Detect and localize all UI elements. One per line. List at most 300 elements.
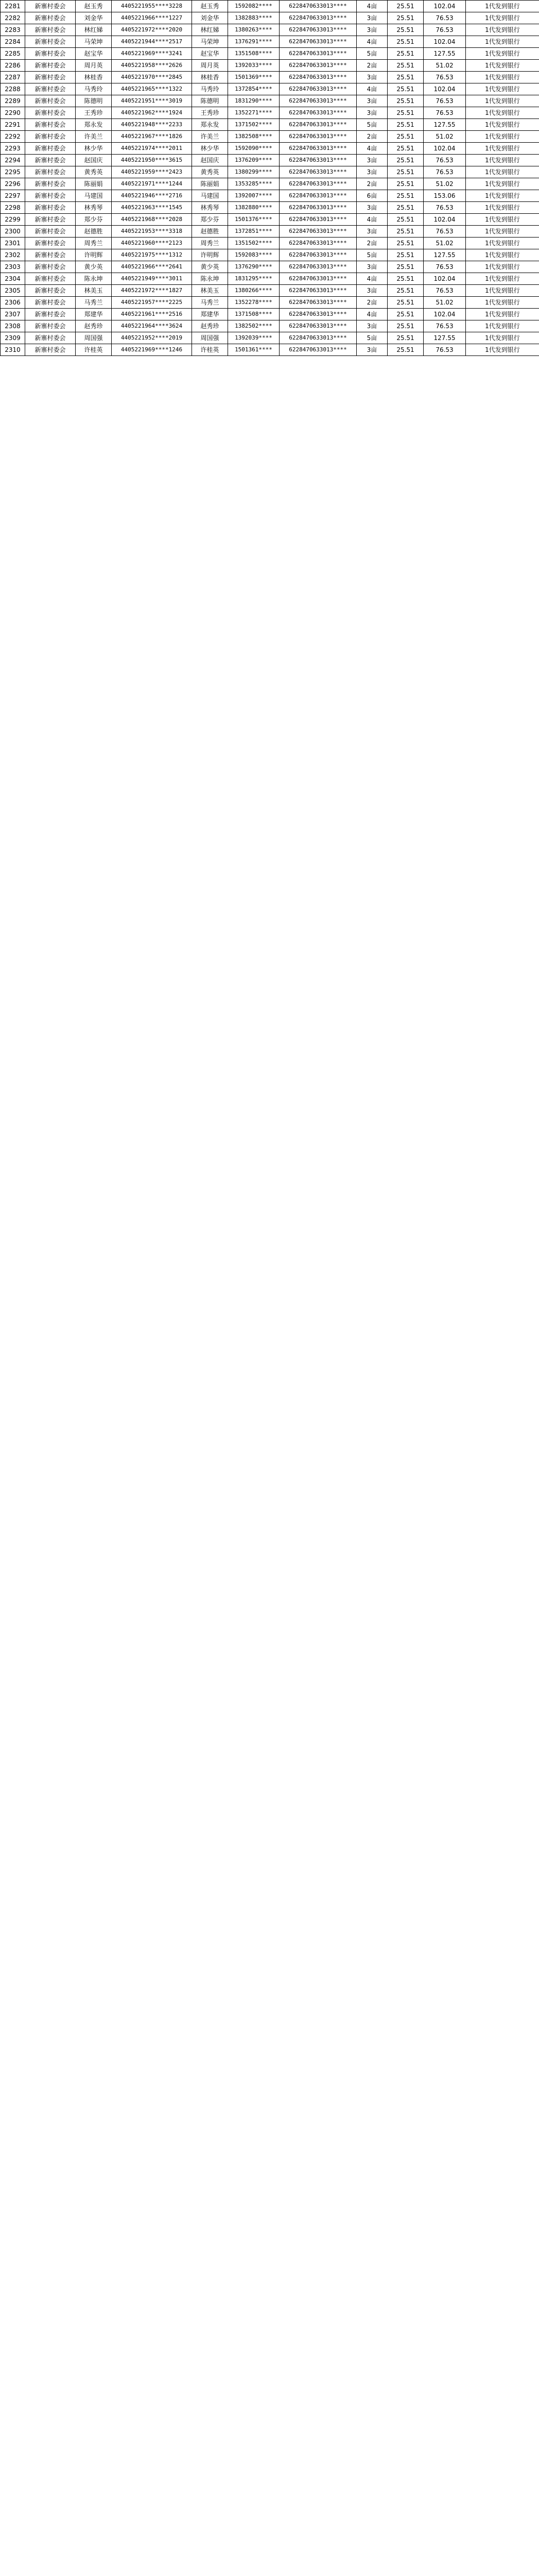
table-cell: 1代发到银行 [466,285,539,297]
table-cell: 林秀琴 [192,202,228,214]
table-cell: 4405221969****1246 [112,344,192,356]
table-row [1,83,539,95]
table-cell: 林桂香 [192,72,228,83]
table-cell: 2301 [1,238,25,249]
table-cell: 102.04 [424,309,466,320]
table-cell: 6228470633013**** [280,24,357,36]
table-cell: 2298 [1,202,25,214]
table-cell: 郑少芬 [76,214,112,226]
subsidy-table [0,0,539,356]
table-row [1,12,539,24]
table-cell: 新寨村委会 [25,297,76,309]
table-cell: 3亩 [357,166,388,178]
table-row [1,214,539,226]
table-cell: 25.51 [388,36,424,48]
table-cell: 1592083**** [228,249,280,261]
table-cell: 25.51 [388,297,424,309]
table-cell: 新寨村委会 [25,60,76,72]
table-cell: 1代发到银行 [466,107,539,119]
table-cell: 马秀兰 [76,297,112,309]
table-cell: 6228470633013**** [280,119,357,131]
table-cell: 2297 [1,190,25,202]
table-cell: 刘金华 [192,12,228,24]
table-cell: 周月英 [192,60,228,72]
table-cell: 新寨村委会 [25,72,76,83]
table-cell: 2288 [1,83,25,95]
table-cell: 25.51 [388,166,424,178]
table-row [1,155,539,166]
table-cell: 3亩 [357,226,388,238]
table-cell: 25.51 [388,249,424,261]
table-cell: 4405221968****2028 [112,214,192,226]
table-cell: 马秀兰 [192,297,228,309]
table-cell: 6228470633013**** [280,48,357,60]
table-cell: 新寨村委会 [25,261,76,273]
table-cell: 新寨村委会 [25,273,76,285]
table-cell: 1代发到银行 [466,119,539,131]
table-row [1,202,539,214]
table-cell: 新寨村委会 [25,155,76,166]
table-cell: 102.04 [424,1,466,12]
table-row [1,190,539,202]
table-cell: 2294 [1,155,25,166]
table-cell: 4405221970****2845 [112,72,192,83]
table-cell: 6228470633013**** [280,60,357,72]
table-cell: 2303 [1,261,25,273]
table-cell: 林少华 [76,143,112,155]
table-cell: 6228470633013**** [280,1,357,12]
table-cell: 25.51 [388,131,424,143]
table-cell: 周国强 [192,332,228,344]
table-cell: 5亩 [357,332,388,344]
table-cell: 1392033**** [228,60,280,72]
table-cell: 许美兰 [76,131,112,143]
table-cell: 2304 [1,273,25,285]
table-cell: 3亩 [357,95,388,107]
table-cell: 4405221955****3228 [112,1,192,12]
table-cell: 102.04 [424,83,466,95]
table-cell: 6228470633013**** [280,143,357,155]
table-cell: 25.51 [388,214,424,226]
table-cell: 林美玉 [76,285,112,297]
table-cell: 1352278**** [228,297,280,309]
table-cell: 林红娣 [76,24,112,36]
table-cell: 郑建华 [192,309,228,320]
table-cell: 王秀珍 [192,107,228,119]
table-cell: 黄少英 [192,261,228,273]
table-cell: 3亩 [357,202,388,214]
table-cell: 25.51 [388,48,424,60]
table-cell: 25.51 [388,119,424,131]
table-cell: 6228470633013**** [280,95,357,107]
table-cell: 赵玉秀 [76,1,112,12]
table-row [1,285,539,297]
table-cell: 4亩 [357,36,388,48]
table-cell: 4405221972****2020 [112,24,192,36]
table-cell: 25.51 [388,155,424,166]
table-cell: 6228470633013**** [280,226,357,238]
table-cell: 1501361**** [228,344,280,356]
table-cell: 4405221949****3011 [112,273,192,285]
table-cell: 2291 [1,119,25,131]
table-cell: 许桂英 [192,344,228,356]
table-cell: 马建国 [76,190,112,202]
table-cell: 林秀琴 [76,202,112,214]
table-cell: 赵德胜 [192,226,228,238]
table-cell: 2310 [1,344,25,356]
table-cell: 1501369**** [228,72,280,83]
table-cell: 新寨村委会 [25,178,76,190]
table-cell: 林桂香 [76,72,112,83]
table-cell: 1351508**** [228,48,280,60]
table-cell: 新寨村委会 [25,226,76,238]
table-cell: 25.51 [388,12,424,24]
table-cell: 25.51 [388,24,424,36]
table-cell: 25.51 [388,226,424,238]
table-cell: 6228470633013**** [280,72,357,83]
table-cell: 郑永发 [76,119,112,131]
table-cell: 127.55 [424,119,466,131]
table-cell: 许桂英 [76,344,112,356]
table-row [1,1,539,12]
table-cell: 赵国庆 [192,155,228,166]
table-row [1,320,539,332]
table-cell: 2286 [1,60,25,72]
table-cell: 25.51 [388,261,424,273]
table-cell: 陈丽娟 [76,178,112,190]
table-cell: 4405221953****3318 [112,226,192,238]
table-cell: 1376291**** [228,36,280,48]
table-cell: 25.51 [388,83,424,95]
table-cell: 3亩 [357,107,388,119]
table-cell: 赵德胜 [76,226,112,238]
table-cell: 76.53 [424,226,466,238]
table-cell: 周秀兰 [76,238,112,249]
table-cell: 25.51 [388,178,424,190]
table-cell: 4405221944****2517 [112,36,192,48]
table-cell: 1371508**** [228,309,280,320]
table-row [1,344,539,356]
table-cell: 6228470633013**** [280,214,357,226]
table-cell: 1代发到银行 [466,190,539,202]
table-cell: 2284 [1,36,25,48]
table-row [1,297,539,309]
table-cell: 4亩 [357,214,388,226]
table-cell: 马建国 [192,190,228,202]
table-cell: 3亩 [357,344,388,356]
table-row [1,332,539,344]
table-cell: 1380263**** [228,24,280,36]
table-cell: 赵秀珍 [76,320,112,332]
table-cell: 4405221975****1312 [112,249,192,261]
table-cell: 76.53 [424,320,466,332]
table-cell: 1代发到银行 [466,202,539,214]
table-cell: 6228470633013**** [280,190,357,202]
table-cell: 25.51 [388,344,424,356]
table-cell: 2289 [1,95,25,107]
table-cell: 1392039**** [228,332,280,344]
table-cell: 1351502**** [228,238,280,249]
table-cell: 赵国庆 [76,155,112,166]
table-cell: 25.51 [388,285,424,297]
table-cell: 4405221974****2011 [112,143,192,155]
table-cell: 25.51 [388,143,424,155]
table-cell: 2亩 [357,297,388,309]
table-cell: 2亩 [357,238,388,249]
table-cell: 1592090**** [228,143,280,155]
table-cell: 6228470633013**** [280,36,357,48]
table-cell: 6228470633013**** [280,261,357,273]
table-cell: 林少华 [192,143,228,155]
table-cell: 1代发到银行 [466,309,539,320]
table-cell: 新寨村委会 [25,107,76,119]
table-cell: 76.53 [424,95,466,107]
table-cell: 4405221959****2423 [112,166,192,178]
table-cell: 新寨村委会 [25,143,76,155]
table-cell: 赵玉秀 [192,1,228,12]
table-cell: 6228470633013**** [280,202,357,214]
table-cell: 6228470633013**** [280,155,357,166]
table-row [1,238,539,249]
table-cell: 1380266**** [228,285,280,297]
table-cell: 127.55 [424,48,466,60]
table-cell: 2282 [1,12,25,24]
table-cell: 1376209**** [228,155,280,166]
table-cell: 25.51 [388,95,424,107]
table-cell: 刘金华 [76,12,112,24]
table-cell: 陈永坤 [192,273,228,285]
table-cell: 新寨村委会 [25,36,76,48]
table-cell: 新寨村委会 [25,344,76,356]
table-cell: 新寨村委会 [25,1,76,12]
table-cell: 4405221966****1227 [112,12,192,24]
table-cell: 51.02 [424,238,466,249]
table-row [1,143,539,155]
table-cell: 黄秀英 [192,166,228,178]
table-cell: 2300 [1,226,25,238]
table-cell: 1501376**** [228,214,280,226]
table-cell: 2309 [1,332,25,344]
table-cell: 新寨村委会 [25,320,76,332]
table-cell: 新寨村委会 [25,83,76,95]
table-cell: 6228470633013**** [280,309,357,320]
table-cell: 2亩 [357,131,388,143]
table-cell: 1代发到银行 [466,131,539,143]
table-cell: 6228470633013**** [280,131,357,143]
table-row [1,72,539,83]
table-cell: 4405221950****3615 [112,155,192,166]
table-cell: 新寨村委会 [25,24,76,36]
table-cell: 76.53 [424,166,466,178]
table-cell: 76.53 [424,155,466,166]
table-cell: 2287 [1,72,25,83]
table-cell: 林红娣 [192,24,228,36]
table-cell: 2295 [1,166,25,178]
table-cell: 3亩 [357,24,388,36]
table-cell: 2290 [1,107,25,119]
table-cell: 51.02 [424,60,466,72]
table-cell: 1382502**** [228,320,280,332]
table-cell: 1代发到银行 [466,332,539,344]
table-row [1,178,539,190]
table-cell: 新寨村委会 [25,238,76,249]
table-cell: 25.51 [388,320,424,332]
table-cell: 4405221958****2626 [112,60,192,72]
table-cell: 4405221971****1244 [112,178,192,190]
table-cell: 6228470633013**** [280,166,357,178]
table-cell: 1代发到银行 [466,83,539,95]
table-cell: 1代发到银行 [466,297,539,309]
table-cell: 马荣坤 [76,36,112,48]
table-cell: 陈德明 [192,95,228,107]
table-cell: 25.51 [388,190,424,202]
table-cell: 2308 [1,320,25,332]
table-cell: 新寨村委会 [25,214,76,226]
table-cell: 4405221966****2641 [112,261,192,273]
table-row [1,107,539,119]
table-cell: 4405221946****2716 [112,190,192,202]
table-cell: 25.51 [388,1,424,12]
table-cell: 周国强 [76,332,112,344]
table-cell: 2299 [1,214,25,226]
table-cell: 1代发到银行 [466,24,539,36]
table-cell: 25.51 [388,309,424,320]
table-cell: 1392007**** [228,190,280,202]
table-cell: 6228470633013**** [280,83,357,95]
table-cell: 5亩 [357,249,388,261]
table-cell: 76.53 [424,72,466,83]
table-cell: 陈永坤 [76,273,112,285]
table-cell: 1372851**** [228,226,280,238]
table-cell: 6228470633013**** [280,249,357,261]
table-cell: 127.55 [424,332,466,344]
table-cell: 5亩 [357,119,388,131]
table-cell: 3亩 [357,261,388,273]
table-cell: 6228470633013**** [280,332,357,344]
table-row [1,24,539,36]
table-cell: 1353285**** [228,178,280,190]
table-cell: 2亩 [357,60,388,72]
table-cell: 1代发到银行 [466,226,539,238]
table-cell: 6228470633013**** [280,178,357,190]
table-row [1,166,539,178]
table-cell: 1382880**** [228,202,280,214]
table-cell: 林美玉 [192,285,228,297]
table-cell: 许明辉 [192,249,228,261]
table-cell: 4405221965****1322 [112,83,192,95]
table-row [1,48,539,60]
table-cell: 1831290**** [228,95,280,107]
table-cell: 76.53 [424,202,466,214]
table-cell: 4405221962****1924 [112,107,192,119]
table-cell: 1代发到银行 [466,166,539,178]
table-cell: 2281 [1,1,25,12]
table-cell: 2283 [1,24,25,36]
table-cell: 2293 [1,143,25,155]
table-cell: 6228470633013**** [280,12,357,24]
table-cell: 102.04 [424,214,466,226]
table-cell: 1376290**** [228,261,280,273]
table-cell: 1831295**** [228,273,280,285]
table-cell: 新寨村委会 [25,12,76,24]
table-cell: 黄少英 [76,261,112,273]
table-cell: 黄秀英 [76,166,112,178]
table-cell: 1代发到银行 [466,95,539,107]
table-cell: 4405221952****2019 [112,332,192,344]
table-cell: 1代发到银行 [466,155,539,166]
table-cell: 25.51 [388,72,424,83]
table-cell: 1代发到银行 [466,60,539,72]
table-cell: 102.04 [424,36,466,48]
table-cell: 25.51 [388,273,424,285]
table-cell: 6228470633013**** [280,107,357,119]
table-cell: 51.02 [424,297,466,309]
table-cell: 102.04 [424,273,466,285]
table-cell: 1代发到银行 [466,261,539,273]
table-cell: 25.51 [388,202,424,214]
table-cell: 1372854**** [228,83,280,95]
table-cell: 1592082**** [228,1,280,12]
table-cell: 4亩 [357,273,388,285]
table-cell: 3亩 [357,155,388,166]
table-row [1,261,539,273]
table-cell: 新寨村委会 [25,48,76,60]
table-cell: 1352271**** [228,107,280,119]
table-cell: 4405221951****3019 [112,95,192,107]
table-cell: 25.51 [388,332,424,344]
table-cell: 1代发到银行 [466,72,539,83]
table-row [1,36,539,48]
table-cell: 周秀兰 [192,238,228,249]
table-cell: 许美兰 [192,131,228,143]
table-cell: 4405221957****2225 [112,297,192,309]
table-cell: 76.53 [424,12,466,24]
table-cell: 许明辉 [76,249,112,261]
table-cell: 4405221964****3624 [112,320,192,332]
table-cell: 76.53 [424,24,466,36]
table-cell: 4405221963****1545 [112,202,192,214]
table-cell: 51.02 [424,178,466,190]
table-cell: 马秀玲 [76,83,112,95]
table-cell: 周月英 [76,60,112,72]
table-cell: 4亩 [357,1,388,12]
table-cell: 2亩 [357,178,388,190]
table-cell: 76.53 [424,261,466,273]
table-cell: 赵秀珍 [192,320,228,332]
table-cell: 马荣坤 [192,36,228,48]
table-cell: 4405221972****1827 [112,285,192,297]
table-cell: 新寨村委会 [25,166,76,178]
table-cell: 新寨村委会 [25,131,76,143]
table-cell: 6228470633013**** [280,273,357,285]
table-cell: 76.53 [424,285,466,297]
table-cell: 102.04 [424,143,466,155]
table-cell: 新寨村委会 [25,285,76,297]
table-cell: 新寨村委会 [25,119,76,131]
table-cell: 4亩 [357,309,388,320]
table-row [1,131,539,143]
table-cell: 1代发到银行 [466,273,539,285]
table-cell: 3亩 [357,320,388,332]
table-cell: 1382508**** [228,131,280,143]
table-cell: 郑建华 [76,309,112,320]
table-cell: 76.53 [424,344,466,356]
table-row [1,249,539,261]
table-cell: 2292 [1,131,25,143]
table-row [1,309,539,320]
table-cell: 2296 [1,178,25,190]
table-row [1,119,539,131]
